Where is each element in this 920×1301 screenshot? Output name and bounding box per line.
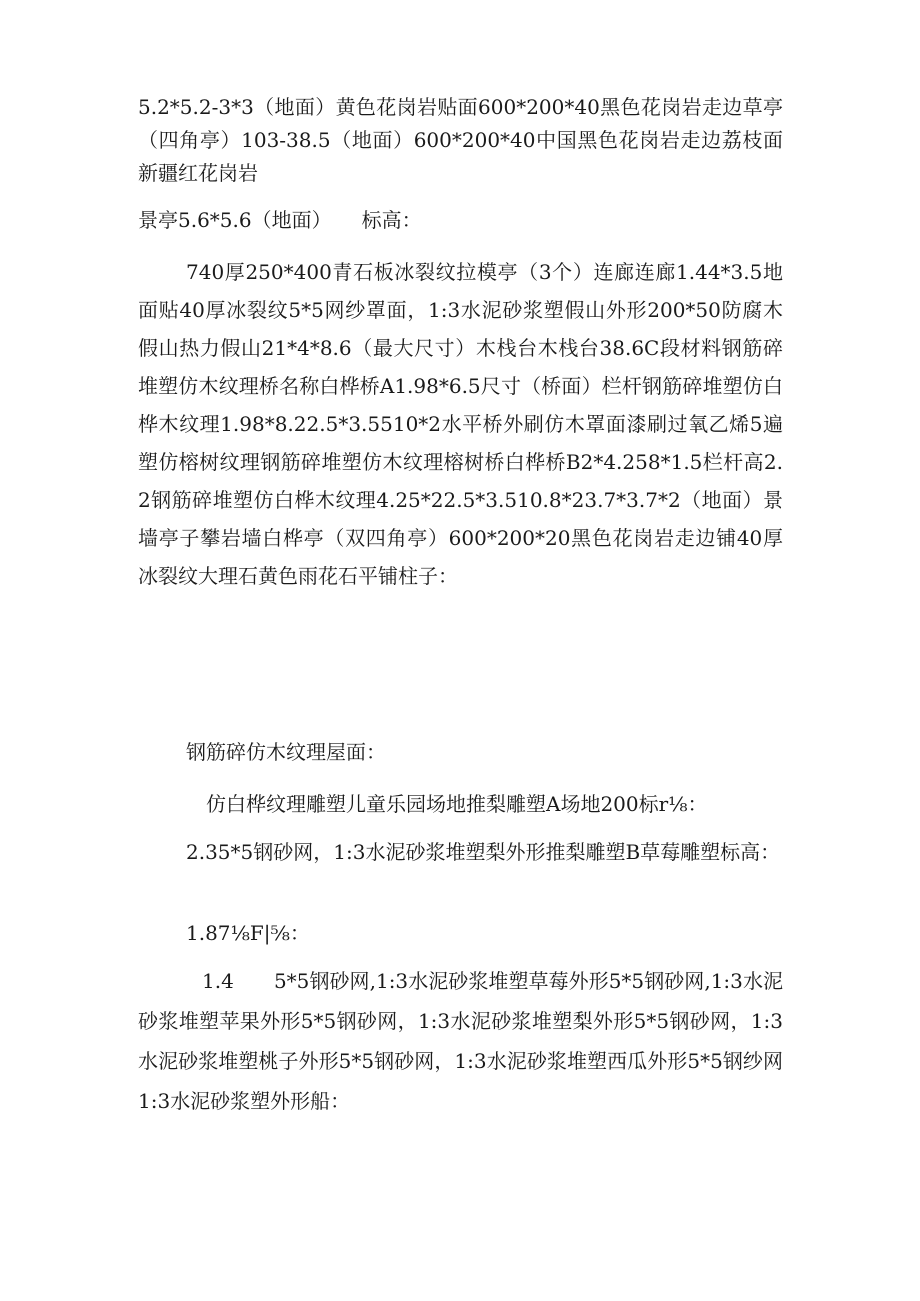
paragraph-elevation-value: 1.87⅛F|⅝： — [186, 921, 310, 945]
paragraph-roof: 钢筋碎仿木纹理屋面： — [186, 740, 386, 764]
paragraph-fruit-sculptures: 1.4 5*5钢砂网,1:3水泥砂浆堆塑草莓外形5*5钢砂网,1:3水泥砂浆堆塑苹果外形5*5钢砂网，1:3水泥砂浆堆塑梨外形5*5钢砂网，1:3水泥砂浆堆塑桃子外形5*5钢砂网，1:3水泥砂浆堆塑西瓜外形5*5钢纱网1:3水泥砂浆塑外形船： — [138, 969, 783, 1113]
paragraph-materials-pavilion: 5.2*5.2-3*3（地面）黄色花岗岩贴面600*200*40黑色花岗岩走边草亭（四角亭）103-38.5（地面）600*200*40中国黑色花岗岩走边荔枝面新疆红花岗岩 — [138, 95, 783, 185]
paragraph-pear-sculpture: 2.35*5钢砂网，1:3水泥砂浆堆塑梨外形推梨雕塑B草莓雕塑标高： — [186, 840, 781, 864]
paragraph-scenic-pavilion: 景亭5.6*5.6（地面） 标高： — [138, 208, 422, 232]
paragraph-playground-sculpture: 仿白桦纹理雕塑儿童乐园场地推梨雕塑A场地200标r⅛： — [206, 792, 708, 816]
paragraph-bridges-rockery: 740厚250*400青石板冰裂纹拉模亭（3个）连廊连廊1.44*3.5地面贴40厚冰裂纹5*5网纱罩面，1:3水泥砂浆塑假山外形200*50防腐木假山热力假山21*4*8.6（最大尺寸）木栈台木栈台38.6C段材料钢筋碎堆塑仿木纹理桥名称白桦桥A1.98*6.5尺寸（桥面）栏杆钢筋碎堆塑仿白桦木纹理1.98*8.22.5*3.5510*2水平桥外刷仿木罩面漆刷过氧乙烯5遍塑仿榕树纹理钢筋碎堆塑仿木纹理榕树桥白桦桥B2*4.258*1.5栏杆高2.2钢筋碎堆塑仿白桦木纹理4.25*22.5*3.510.8*23.7*3.7*2（地面）景墙亭子攀岩墙白桦亭（双四角亭）600*200*20黑色花岗岩走边铺40厚冰裂纹大理石黄色雨花石平铺柱子： — [138, 260, 783, 588]
